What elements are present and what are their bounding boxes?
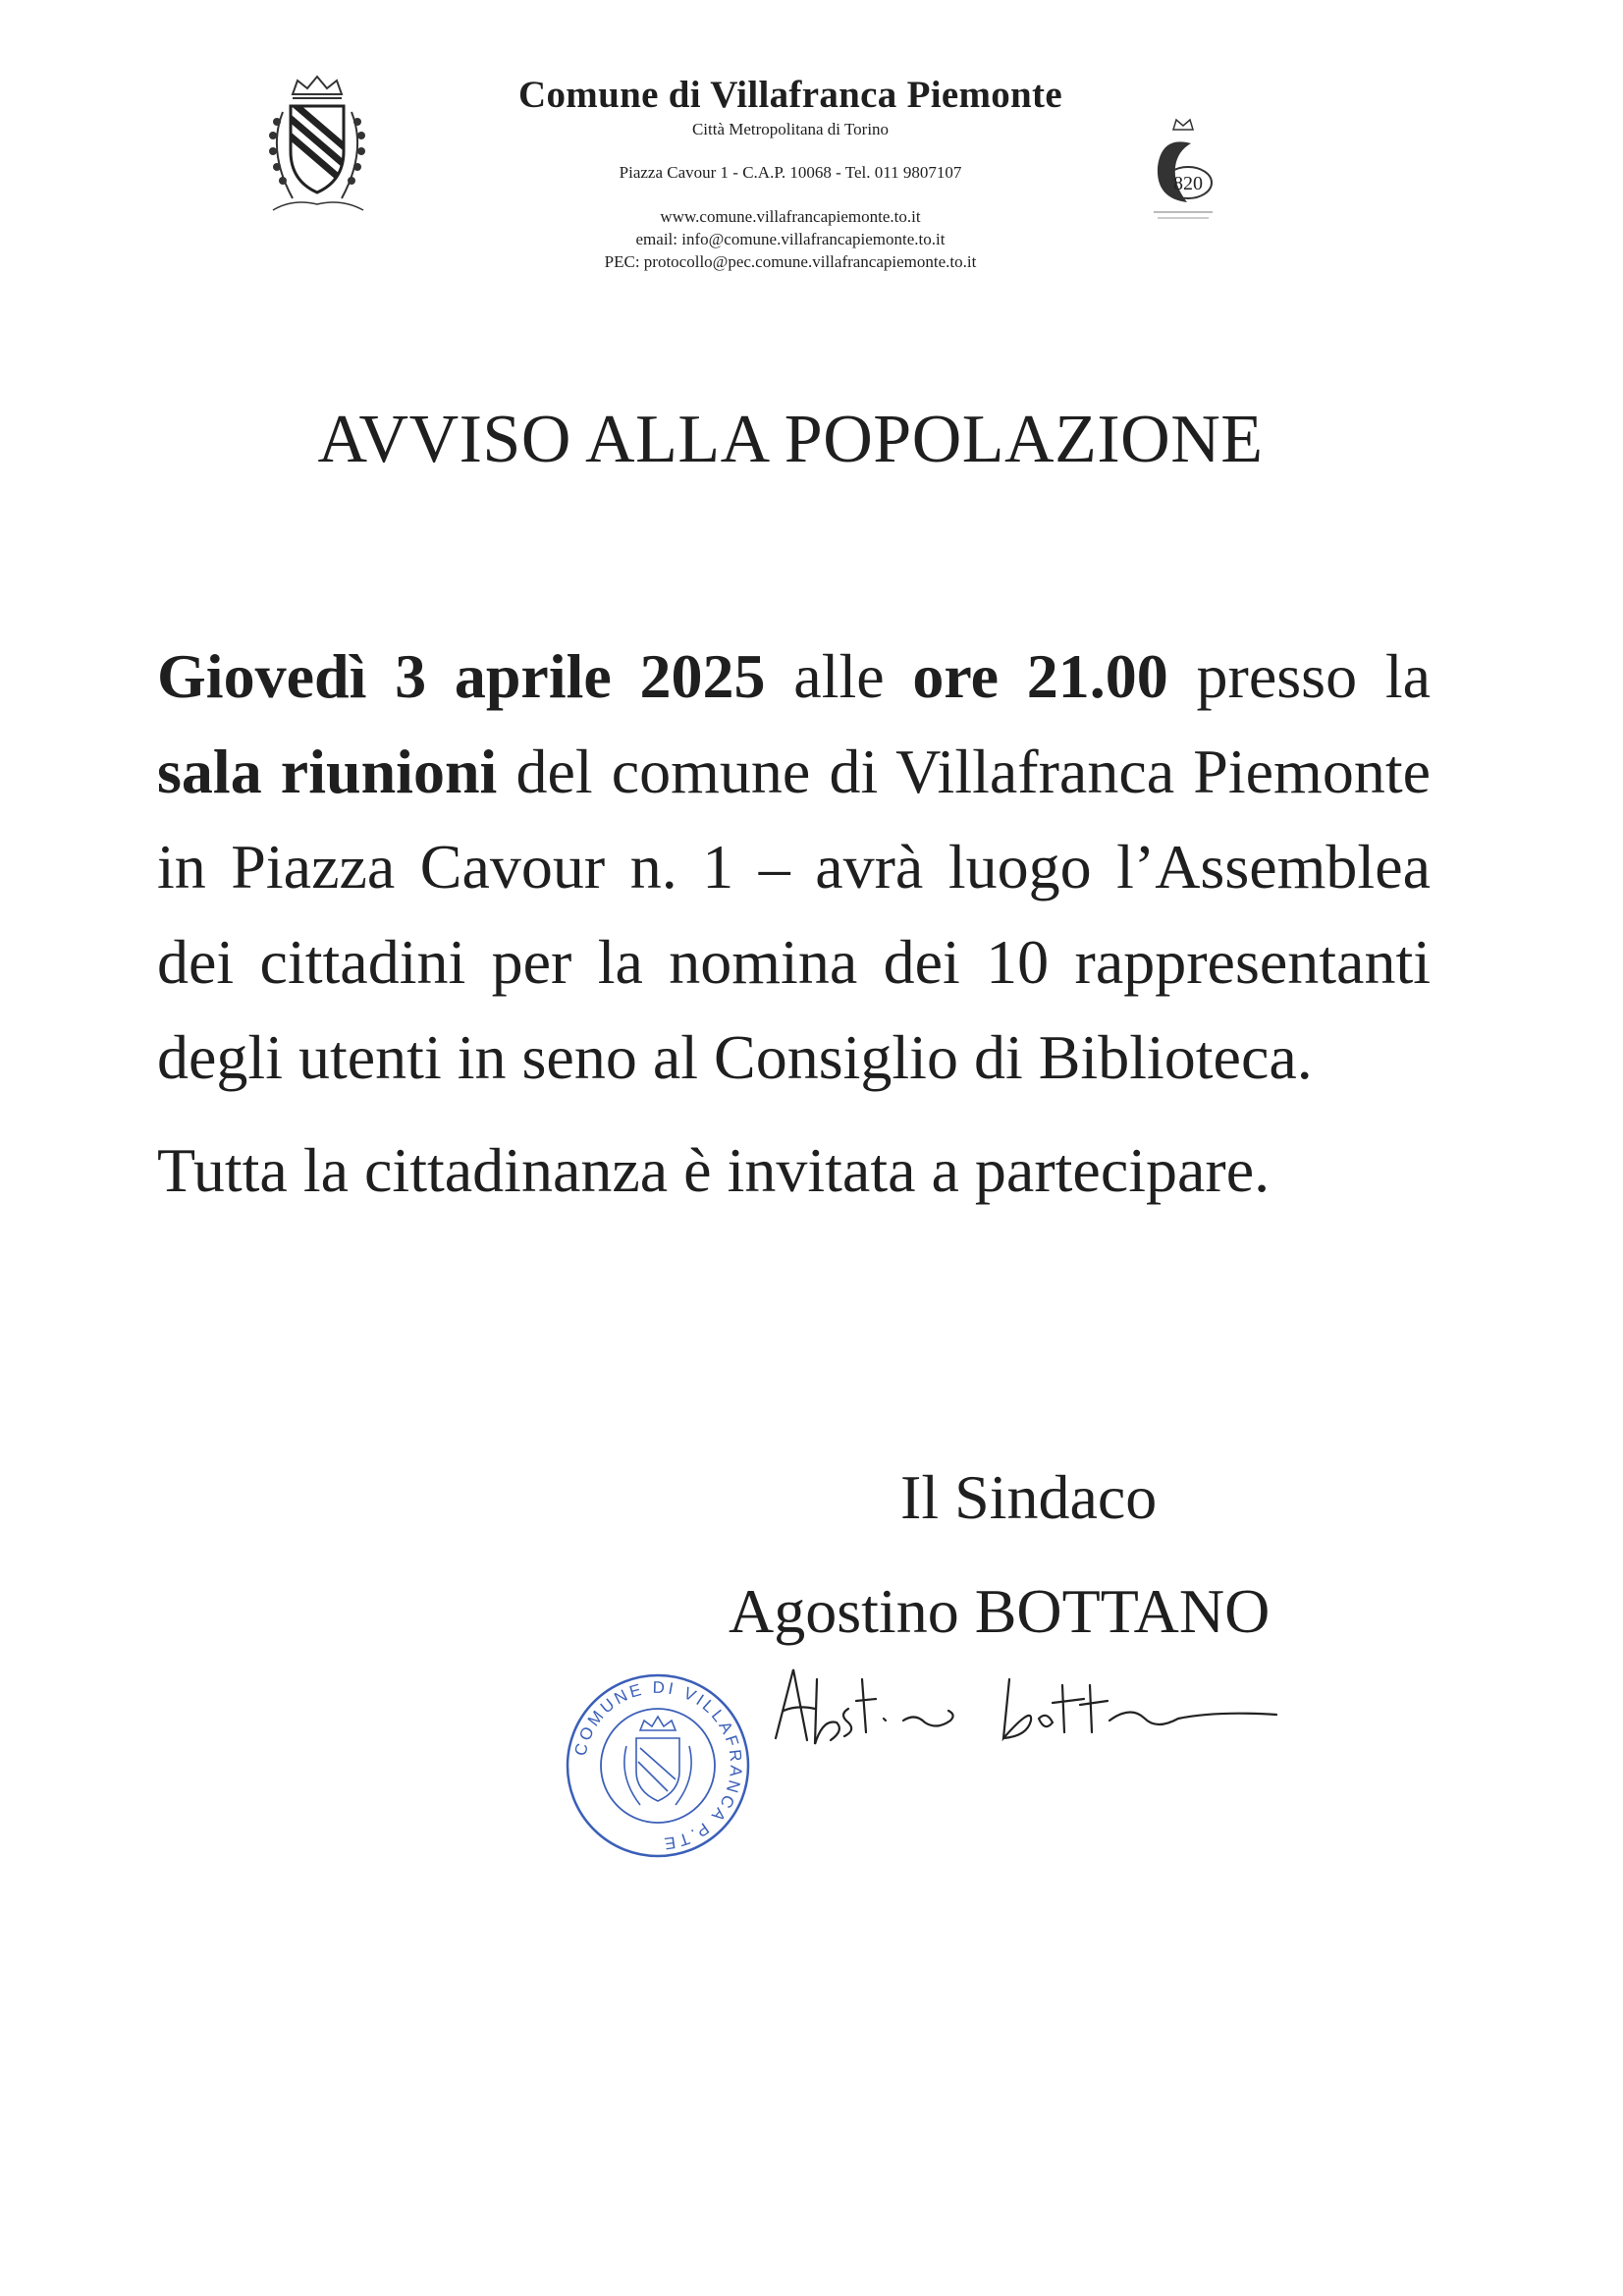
anniversary-logo-text: 820 (1173, 173, 1203, 194)
email-line: email: info@comune.villafrancapiemonte.to.it (635, 230, 946, 248)
website-line: www.comune.villafrancapiemonte.to.it (660, 207, 921, 226)
municipality-name: Comune di Villafranca Piemonte (518, 74, 1062, 116)
body-text-3: del comune di Villafranca Piemonte in Piazza Cavour n. 1 – avrà luogo l’Assemblea dei cittadini per la nomina dei 10 rappresentanti degli utenti in seno al Consiglio di Biblioteca. (157, 737, 1431, 1092)
signatory-name: Agostino BOTTANO (729, 1576, 1271, 1646)
address-line: Piazza Cavour 1 - C.A.P. 10068 - Tel. 011 9807107 (619, 163, 962, 182)
pec-line: PEC: protocollo@pec.comune.villafrancapiemonte.to.it (604, 252, 977, 271)
handwritten-signature-icon (746, 1650, 1296, 1758)
notice-body (157, 629, 1431, 1218)
event-date: Giovedì 3 aprile 2025 (157, 641, 766, 711)
signatory-role: Il Sindaco (900, 1462, 1158, 1532)
anniversary-logo-icon (1144, 116, 1222, 222)
svg-text:COMUNE DI VILLAFRANCA P.TE (571, 1678, 746, 1853)
event-venue: sala riunioni (157, 737, 498, 806)
notice-title: AVVISO ALLA POPOLAZIONE (317, 402, 1264, 477)
body-text-1: alle (765, 641, 913, 711)
body-text-2: presso la (1167, 641, 1432, 711)
metropolitan-city: Città Metropolitana di Torino (691, 120, 890, 138)
announcement-paragraph (157, 629, 1431, 1105)
event-time: ore 21.00 (912, 641, 1168, 711)
official-stamp-icon (562, 1669, 754, 1862)
stamp-text: COMUNE DI VILLAFRANCA P.TE (570, 1677, 746, 1854)
invitation-line: Tutta la cittadinanza è invitata a partecipare. (157, 1135, 1271, 1205)
